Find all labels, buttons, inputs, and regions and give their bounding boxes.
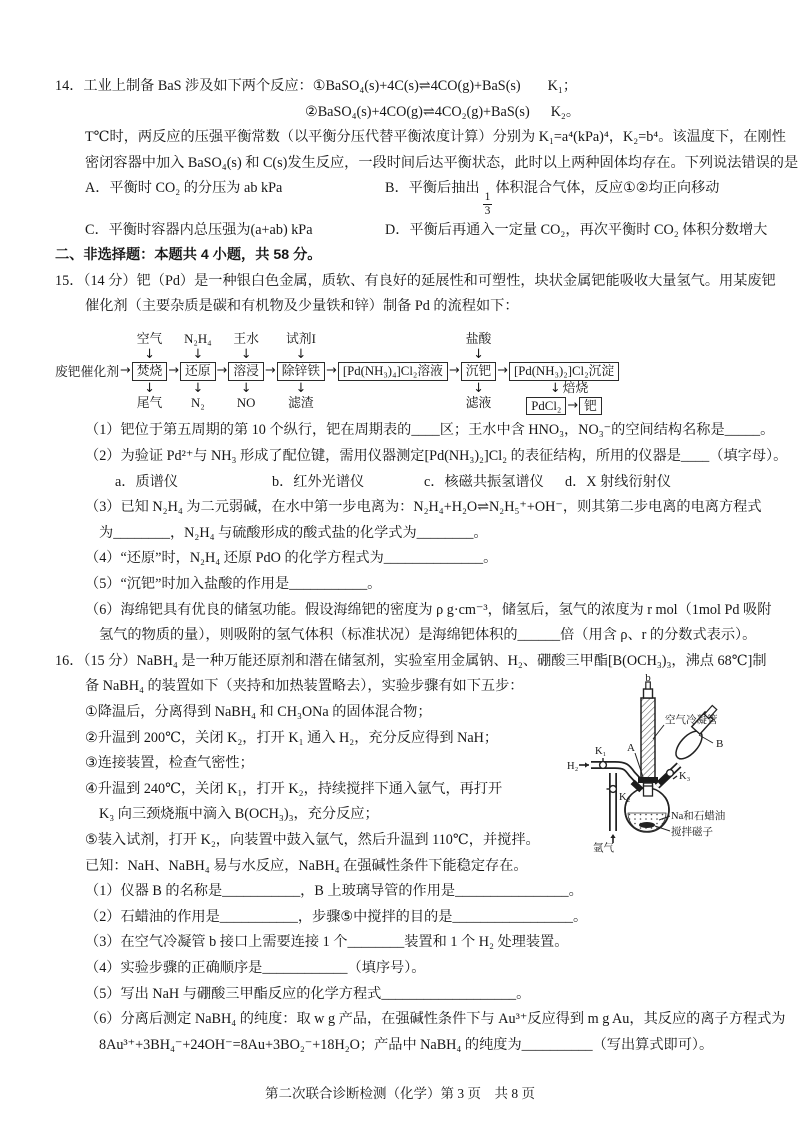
h2-label: H₂ xyxy=(567,760,579,772)
q16-step3: ③连接装置，检查气密性； xyxy=(85,755,254,772)
flow-input-reagent-1: 试剂I xyxy=(285,332,316,347)
q16-sub6a: （6）分离后测定 NaBH₄ 的纯度：取 w g 产品，在强碱性条件下与 Au³⁺反应得到 m g Au，其反应的离子方程式为 xyxy=(85,1011,786,1028)
flow-output-residue: 滤渣 xyxy=(288,395,314,410)
q16-sub3: （3）在空气冷凝管 b 接口上需要连接 1 个________装置和 1 个 H₂ 处理装置。 xyxy=(85,934,569,951)
q14-para1: T℃时，两反应的压强平衡常数（以平衡分压代替平衡浓度计算）分别为 K₁=a⁴(kPa)⁴，K₂=b⁴。该温度下，在刚性 xyxy=(85,129,786,146)
arrow-right-icon xyxy=(566,399,579,414)
flow-output-n2: N₂ xyxy=(190,395,205,410)
flow-box-reduce: 还原 xyxy=(180,362,216,381)
q15-option-b: b．红外光谱仪 xyxy=(272,473,365,490)
q15-head1: 15．（14 分）钯（Pd）是一种银白色金属，质软、有良好的延展性和可塑性，块状金属钯能吸收大量氢气。用某废钯 xyxy=(55,272,776,289)
q14-stem-reaction1: 14．工业上制备 BaS 涉及如下两个反应：①BaSO₄(s)+4C(s)⇌4CO(g)+BaS(s) xyxy=(55,78,521,94)
section-2-header: 二、非选择题：本题共 4 小题，共 58 分。 xyxy=(55,247,322,264)
air-condenser xyxy=(638,682,658,795)
flow-step-leach xyxy=(228,325,264,410)
arrow-down-icon xyxy=(296,381,307,396)
air-condenser-label: 空气冷凝管 xyxy=(665,714,718,726)
q14-k1: K₁； xyxy=(547,78,578,94)
q16-head2: 备 NaBH₄ 的装置如下（夹持和加热装置略去），实验步骤有如下五步： xyxy=(85,678,524,695)
page-footer: 第二次联合诊断检测（化学）第 3 页 共 8 页 xyxy=(265,1086,535,1102)
arrow-right-icon xyxy=(119,364,132,379)
argon-flow-arrow xyxy=(610,834,615,843)
flow-input-hcl: 盐酸 xyxy=(465,332,492,347)
valve-k2 xyxy=(607,785,617,792)
h2-flow-arrow xyxy=(579,762,589,767)
q16-step2: ②升温到 200℃，关闭 K₂，打开 K₁ 通入 H₂，充分反应得到 NaH； xyxy=(85,729,499,746)
flow-box-remove-zn-fe: 除锌铁 xyxy=(277,362,325,381)
question-16 xyxy=(55,649,786,1059)
k3-label: K₃ xyxy=(679,770,691,782)
q16-apparatus-diagram xyxy=(556,673,768,855)
q16-known: 已知：NaH、NaBH₄ 易与水反应，NaBH₄ 在强碱性条件下能稳定存在。 xyxy=(85,857,528,874)
q14-options-row1 xyxy=(55,176,760,217)
flow-output-no: NO xyxy=(236,395,256,410)
q16-sub6b: 8Au³⁺+3BH₄⁻+24OH⁻=8Au+3BO₂⁻+18H₂O；产品中 NaBH₄ 的纯度为__________（写出算式即可）。 xyxy=(99,1036,714,1053)
arrow-right-icon xyxy=(448,364,461,379)
q15-sub6b: 氢气的物质的量），则吸附的氢气体积（标准状况）是海绵钯体积的______倍（用含 ρ、r 的分数式表示）。 xyxy=(99,627,757,644)
instrument-b-label: B xyxy=(716,737,724,750)
q14-reaction2: ②BaSO₄(s)+4CO(g)⇌4CO₂(g)+BaS(s) xyxy=(305,103,530,120)
port-b-label: b xyxy=(645,672,651,684)
q16-head1: 16．（15 分）NaBH₄ 是一种万能还原剂和潜在储氢剂，实验室用金属钠、H₂、硼酸三甲酯[B(OCH₃)₃，沸点 68℃]制 xyxy=(55,652,767,669)
q16-step4b: K₃ 向三颈烧瓶中滴入 B(OCH₃)₃，充分反应； xyxy=(99,806,379,823)
q15-option-a: a．质谱仪 xyxy=(115,473,179,490)
flow-box-leach: 溶浸 xyxy=(228,362,264,381)
three-neck-flask xyxy=(625,779,669,831)
q16-sub5: （5）写出 NaH 与硼酸三甲酯反应的化学方程式___________________。 xyxy=(85,985,531,1002)
flow-box-pdcl2: PdCl₂ xyxy=(526,397,566,416)
arrow-right-icon xyxy=(264,364,277,379)
q16-step5: ⑤装入试剂，打开 K₂，向装置中鼓入氩气，然后升温到 110℃，并搅拌。 xyxy=(85,831,540,848)
q16-step4a: ④升温到 240℃，关闭 K₁，打开 K₂，持续搅拌下通入氩气，再打开 xyxy=(85,780,503,797)
flow-input-n2h4: N₂H₄ xyxy=(184,332,212,347)
arrow-down-icon xyxy=(550,381,561,396)
na-paraffin-label: Na和石蜡油 xyxy=(671,810,726,822)
k2-label: K₂ xyxy=(619,791,631,803)
fraction-one-third: $\frac{1}{3}$ xyxy=(484,191,491,218)
q16-sub2: （2）石蜡油的作用是___________，步骤⑤中搅拌的目的是_________________。 xyxy=(85,908,588,925)
flow-output-filtrate: 滤液 xyxy=(465,395,492,410)
q14-k2: K₂。 xyxy=(550,103,581,120)
arrow-down-icon xyxy=(473,381,484,396)
q15-sub6a: （6）海绵钯具有优良的储氢功能。假设海绵钯的密度为 ρ g·cm⁻³，储氢后，氢气的浓度为 r mol（1mol Pd 吸附 xyxy=(85,601,772,618)
arrow-down-icon xyxy=(241,347,252,362)
arrow-down-icon xyxy=(192,347,203,362)
flow-step-precipitate xyxy=(509,325,619,415)
stir-bar xyxy=(639,822,655,828)
q15-option-d: d．X 射线衍射仪 xyxy=(565,473,672,490)
label-a: A xyxy=(627,741,635,754)
arrow-down-icon xyxy=(473,347,484,362)
q15-sub3a: （3）已知 N₂H₄ 为二元弱碱，在水中第一步电离为：N₂H₄+H₂O⇌N₂H₅⁺+OH⁻，则其第二步电离的电离方程式 xyxy=(85,499,762,516)
arrow-right-icon xyxy=(325,364,338,379)
flow-box-burn: 焚烧 xyxy=(132,362,168,381)
flow-step-burn xyxy=(132,325,168,410)
q15-sub3b: 为________，N₂H₄ 与硫酸形成的酸式盐的化学式为________。 xyxy=(99,524,488,541)
q16-sub1: （1）仪器 B 的名称是___________，B 上玻璃导管的作用是________________。 xyxy=(85,883,583,900)
q14-line1 xyxy=(55,74,760,100)
q16-step1: ①降温后，分离得到 NaBH₄ 和 CH₃ONa 的固体混合物； xyxy=(85,703,432,720)
arrow-right-icon xyxy=(167,364,180,379)
q16-sub4: （4）实验步骤的正确顺序是____________（填序号）。 xyxy=(85,959,426,976)
arrow-down-icon xyxy=(144,347,155,362)
q14-option-a: A．平衡时 CO₂ 的分压为 ab kPa xyxy=(85,180,283,197)
arrow-right-icon xyxy=(216,364,229,379)
q15-sub4: （4）“还原”时，N₂H₄ 还原 PdO 的化学方程式为______________。 xyxy=(85,550,498,567)
flow-input-air: 空气 xyxy=(136,332,163,347)
flow-box-pd-solution: [Pd(NH₃)₄]Cl₂溶液 xyxy=(338,362,448,381)
q15-option-c: c．核磁共振氢谱仪 xyxy=(424,473,544,490)
valve-k1 xyxy=(600,758,607,768)
q15-head2: 催化剂（主要杂质是碳和有机物及少量铁和锌）制备 Pd 的流程如下： xyxy=(85,298,519,315)
q14-options-row2 xyxy=(55,218,768,244)
q15-sub2-options xyxy=(55,470,760,496)
q14-line2 xyxy=(55,100,760,126)
arrow-down-icon xyxy=(296,347,307,362)
arrow-down-icon xyxy=(144,381,155,396)
q14-option-b: B．平衡后抽出 $\frac{1}{3}$ 体积混合气体，反应①②均正向移动 xyxy=(385,180,720,218)
q15-sub1: （1）钯位于第五周期的第 10 个纵行，钯在周期表的____区；王水中含 HNO₃，NO₃⁻的空间结构名称是_____。 xyxy=(85,422,775,439)
flow-step-remove xyxy=(277,325,325,410)
q15-sub5: （5）“沉钯”时加入盐酸的作用是___________。 xyxy=(85,576,382,592)
arrow-right-icon xyxy=(496,364,509,379)
flow-step-solution xyxy=(338,325,448,381)
flow-step-precipitate-pd xyxy=(461,325,497,410)
flow-box-sink-pd: 沉钯 xyxy=(461,362,497,381)
flow-box-pd: 钯 xyxy=(579,397,602,416)
arrow-down-icon xyxy=(241,381,252,396)
q15-process-flowchart xyxy=(55,325,760,415)
flow-source: 废钯催化剂 xyxy=(55,365,119,380)
flow-output-tail-gas: 尾气 xyxy=(136,395,163,410)
argon-label: 氩气 xyxy=(593,842,614,854)
q14-para2: 密闭容器中加入 BaSO₄(s) 和 C(s)发生反应，一段时间后达平衡状态，此时以上两种固体均存在。下列说法错误的是 xyxy=(85,154,799,171)
q14-option-c: C．平衡时容器内总压强为(a+ab) kPa xyxy=(85,221,313,238)
flow-step-reduce xyxy=(180,325,216,410)
k1-label: K₁ xyxy=(595,745,607,757)
q15-sub2: （2）为验证 Pd²⁺与 NH₃ 形成了配位键，需用仪器测定[Pd(NH₃)₂]Cl₂ 的表征结构，所用的仪器是____（填字母）。 xyxy=(85,448,788,465)
flow-box-pd-precipitate: [Pd(NH₃)₂]Cl₂沉淀 xyxy=(509,362,619,381)
stir-bar-label: 搅拌磁子 xyxy=(671,826,713,838)
flow-roast-label: 焙烧 xyxy=(562,380,589,395)
q14-option-d: D．平衡后再通入一定量 CO₂，再次平衡时 CO₂ 体积分数增大 xyxy=(385,221,768,238)
flow-input-aqua-regia: 王水 xyxy=(233,332,259,347)
arrow-down-icon xyxy=(192,381,203,396)
